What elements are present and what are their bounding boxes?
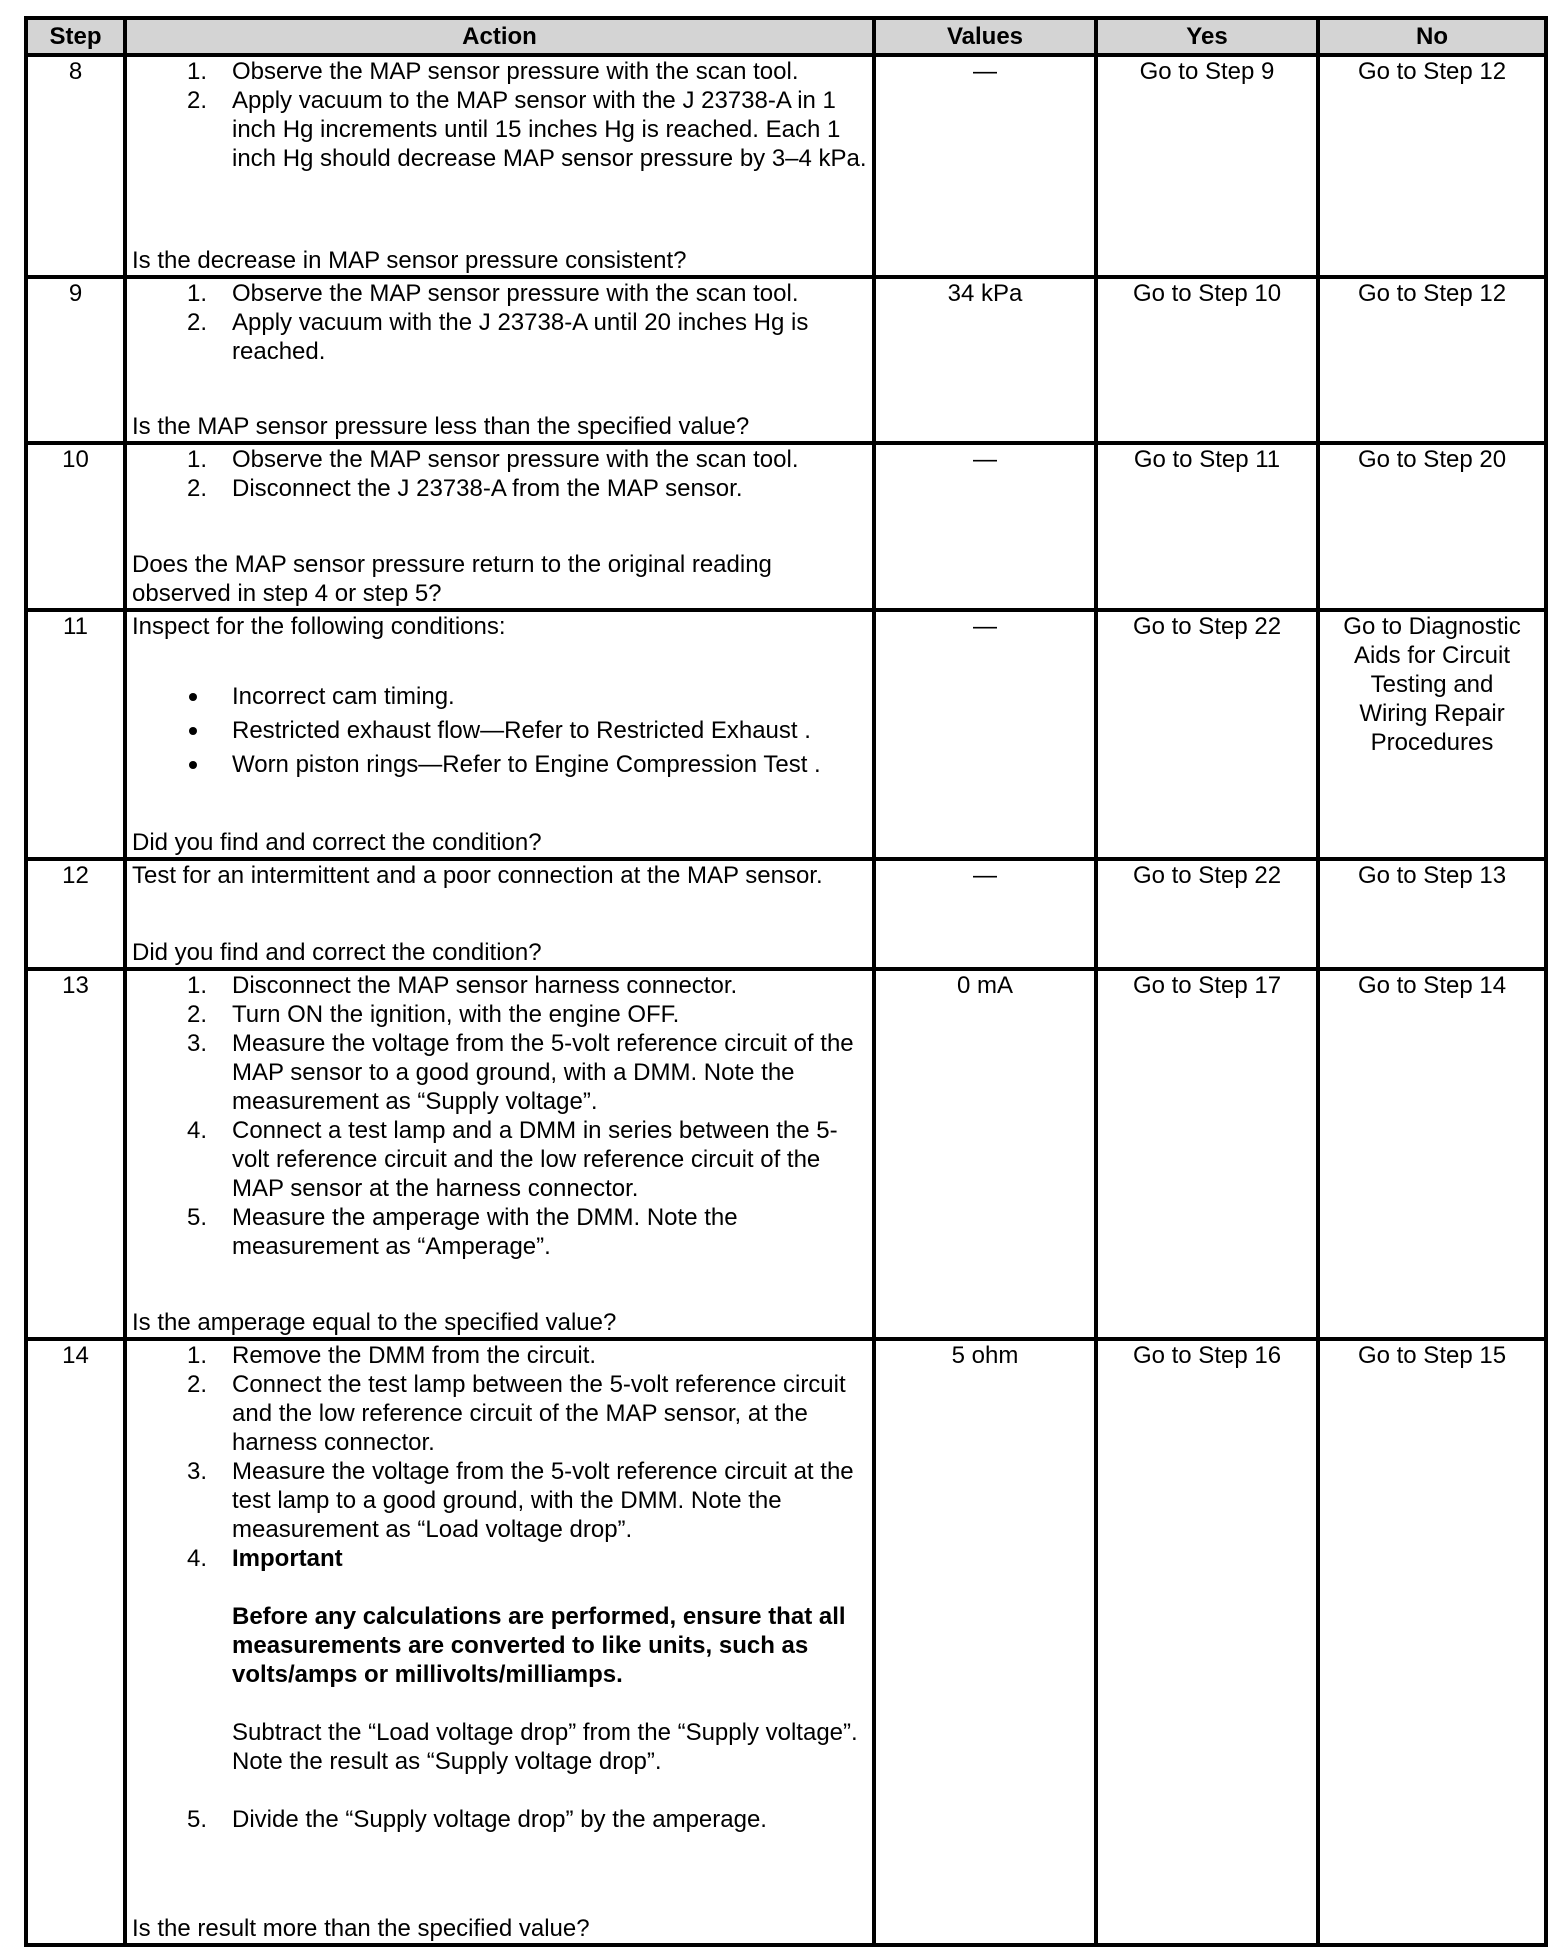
no-link[interactable]: Go to Step 20 bbox=[1318, 443, 1546, 610]
action-steps bbox=[132, 445, 867, 503]
list-item: 2. Turn ON the ignition, with the engine OFF. bbox=[187, 1001, 680, 1028]
no-link[interactable]: Go to Diagnostic Aids for Circuit Testing and Wiring Repair Procedures bbox=[1318, 610, 1546, 859]
action-question: Did you find and correct the condition? bbox=[132, 829, 542, 856]
action-steps bbox=[132, 279, 867, 366]
table-row bbox=[26, 969, 1546, 1339]
list-item: 5. Divide the “Supply voltage drop” by the amperage. bbox=[187, 1806, 767, 1833]
action-cell bbox=[125, 277, 874, 443]
step-number: 11 bbox=[26, 610, 125, 859]
value-cell: 34 kPa bbox=[874, 277, 1096, 443]
list-item: 1. Remove the DMM from the circuit. bbox=[187, 1342, 597, 1369]
list-item: 4. Connect a test lamp and a DMM in series between the 5-volt reference circuit and the low reference circuit of the MAP sensor at the harness connector. bbox=[187, 1117, 838, 1202]
step-number: 8 bbox=[26, 55, 125, 277]
action-steps bbox=[132, 1805, 867, 1834]
table-row bbox=[26, 443, 1546, 610]
list-item: Restricted exhaust flow—Refer to Restricted Exhaust . bbox=[132, 716, 867, 745]
header-yes: Yes bbox=[1096, 18, 1318, 55]
header-row bbox=[26, 18, 1546, 55]
table-row bbox=[26, 277, 1546, 443]
list-item: 2. Connect the test lamp between the 5-volt reference circuit and the low reference circuit of the MAP sensor, at the harness connector. bbox=[187, 1371, 846, 1456]
action-intro: Test for an intermittent and a poor connection at the MAP sensor. bbox=[132, 862, 823, 889]
important-label: Important bbox=[232, 1545, 343, 1572]
list-item: 3. Measure the voltage from the 5-volt reference circuit of the MAP sensor to a good ground, with a DMM. Note the measurement as “Supply voltage”. bbox=[187, 1030, 854, 1115]
action-question: Is the result more than the specified value? bbox=[132, 1915, 590, 1942]
yes-link[interactable]: Go to Step 9 bbox=[1096, 55, 1318, 277]
yes-link[interactable]: Go to Step 22 bbox=[1096, 610, 1318, 859]
diagnostic-table bbox=[24, 16, 1548, 1947]
action-question: Is the decrease in MAP sensor pressure consistent? bbox=[132, 247, 687, 274]
list-item: 1. Disconnect the MAP sensor harness connector. bbox=[187, 972, 738, 999]
condition-list bbox=[132, 682, 867, 779]
yes-link[interactable]: Go to Step 10 bbox=[1096, 277, 1318, 443]
action-cell bbox=[125, 859, 874, 969]
value-cell: — bbox=[874, 859, 1096, 969]
value-cell: — bbox=[874, 443, 1096, 610]
list-item: Incorrect cam timing. bbox=[132, 682, 867, 711]
yes-link[interactable]: Go to Step 11 bbox=[1096, 443, 1318, 610]
header-no: No bbox=[1318, 18, 1546, 55]
table-row bbox=[26, 859, 1546, 969]
bullet-icon bbox=[132, 682, 232, 711]
value-cell: — bbox=[874, 55, 1096, 277]
no-link[interactable]: Go to Step 15 bbox=[1318, 1339, 1546, 1945]
important-note: Before any calculations are performed, ensure that all measurements are converted to like units, such as volts/amps or millivolts/milliamps. bbox=[232, 1603, 846, 1688]
list-item: 1. Observe the MAP sensor pressure with the scan tool. bbox=[187, 58, 799, 85]
action-cell bbox=[125, 443, 874, 610]
action-question: Did you find and correct the condition? bbox=[132, 939, 542, 966]
value-cell: 5 ohm bbox=[874, 1339, 1096, 1945]
header-values: Values bbox=[874, 18, 1096, 55]
list-item: 1. Observe the MAP sensor pressure with the scan tool. bbox=[187, 280, 799, 307]
bullet-icon bbox=[132, 716, 232, 745]
no-link[interactable]: Go to Step 12 bbox=[1318, 55, 1546, 277]
bullet-icon bbox=[132, 750, 232, 779]
table-row bbox=[26, 1339, 1546, 1945]
step-number: 14 bbox=[26, 1339, 125, 1945]
action-question: Does the MAP sensor pressure return to the original reading observed in step 4 or step 5? bbox=[132, 551, 772, 607]
action-cell bbox=[125, 1339, 874, 1945]
no-link[interactable]: Go to Step 14 bbox=[1318, 969, 1546, 1339]
no-link[interactable]: Go to Step 13 bbox=[1318, 859, 1546, 969]
action-cell bbox=[125, 610, 874, 859]
action-cell bbox=[125, 55, 874, 277]
list-item: 2. Disconnect the J 23738-A from the MAP sensor. bbox=[187, 475, 743, 502]
list-item: 3. Measure the voltage from the 5-volt reference circuit at the test lamp to a good ground, with the DMM. Note the measurement as “Load voltage drop”. bbox=[187, 1458, 854, 1543]
action-intro: Inspect for the following conditions: bbox=[132, 613, 506, 640]
step-number: 10 bbox=[26, 443, 125, 610]
table-row bbox=[26, 55, 1546, 277]
yes-link[interactable]: Go to Step 22 bbox=[1096, 859, 1318, 969]
value-cell: 0 mA bbox=[874, 969, 1096, 1339]
header-step: Step bbox=[26, 18, 125, 55]
action-steps bbox=[132, 57, 867, 173]
step-number: 13 bbox=[26, 969, 125, 1339]
list-item: Worn piston rings—Refer to Engine Compression Test . bbox=[132, 750, 867, 779]
step-number: 12 bbox=[26, 859, 125, 969]
action-steps bbox=[132, 971, 867, 1261]
header-action: Action bbox=[125, 18, 874, 55]
subtract-instruction: Subtract the “Load voltage drop” from the “Supply voltage”. Note the result as “Supply voltage drop”. bbox=[232, 1719, 858, 1775]
action-cell bbox=[125, 969, 874, 1339]
list-item: 4. Important bbox=[132, 1544, 867, 1573]
list-item: 5. Measure the amperage with the DMM. Note the measurement as “Amperage”. bbox=[187, 1204, 738, 1260]
table-row bbox=[26, 610, 1546, 859]
no-link[interactable]: Go to Step 12 bbox=[1318, 277, 1546, 443]
yes-link[interactable]: Go to Step 17 bbox=[1096, 969, 1318, 1339]
action-steps bbox=[132, 1341, 867, 1573]
list-item: 1. Observe the MAP sensor pressure with the scan tool. bbox=[187, 446, 799, 473]
action-question: Is the MAP sensor pressure less than the specified value? bbox=[132, 413, 750, 440]
action-question: Is the amperage equal to the specified value? bbox=[132, 1309, 617, 1336]
step-number: 9 bbox=[26, 277, 125, 443]
list-item: 2. Apply vacuum to the MAP sensor with the J 23738-A in 1 inch Hg increments until 15 inches Hg is reached. Each 1 inch Hg should decrease MAP sensor pressure by 3–4 kPa. bbox=[187, 87, 867, 172]
yes-link[interactable]: Go to Step 16 bbox=[1096, 1339, 1318, 1945]
value-cell: — bbox=[874, 610, 1096, 859]
list-item: 2. Apply vacuum with the J 23738-A until 20 inches Hg is reached. bbox=[187, 309, 809, 365]
